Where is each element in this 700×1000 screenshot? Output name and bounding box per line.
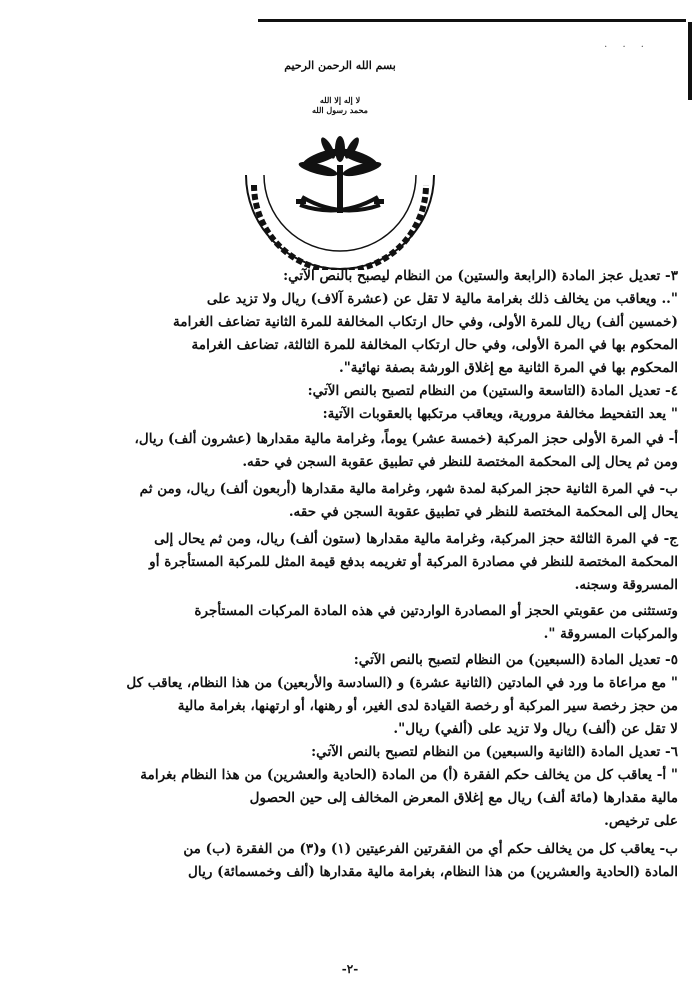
text-line: المحكمة المختصة للنظر في مصادرة المركبة أو تغريمه بدفع قيمة المثل للمركبة المستأجرة أو bbox=[149, 554, 678, 570]
page-number: -٢- bbox=[341, 962, 359, 976]
text-line: ".. ويعاقب من يخالف ذلك بغرامة مالية لا تقل عن (عشرة آلاف) ريال ولا تزيد على bbox=[206, 291, 678, 307]
text-line: والمركبات المسروقة ". bbox=[543, 626, 678, 642]
text-line: " أ- يعاقب كل من يخالف حكم الفقرة (أ) من المادة (الحادية والعشرين) من هذا النظام بغرامة bbox=[140, 767, 678, 783]
text-line: المحكوم بها في المرة الأولى، وفي حال ارتكاب المخالفة للمرة الثالثة، تضاعف الغرامة bbox=[191, 337, 678, 353]
text-line: " مع مراعاة ما ورد في المادتين (الثانية عشرة) و (السادسة والأربعين) من هذا النظام، يعاقب كل bbox=[126, 675, 678, 691]
letterhead bbox=[240, 55, 440, 270]
text-line: " يعد التفحيط مخالفة مرورية، ويعاقب مرتكبها بالعقوبات الآتية: bbox=[322, 406, 678, 422]
text-line: ٣- تعديل عجز المادة (الرابعة والستين) من النظام ليصبح بالنص الآتي: bbox=[283, 268, 678, 284]
text-line: ٤- تعديل المادة (التاسعة والستين) من النظام لتصبح بالنص الآتي: bbox=[307, 383, 678, 399]
text-line: وتستثنى من عقوبتي الحجز أو المصادرة الواردتين في هذه المادة المركبات المستأجرة bbox=[194, 603, 678, 619]
scan-specks: · · · bbox=[604, 42, 650, 53]
text-line: ب- في المرة الثانية حجز المركبة لمدة شهر، وغرامة مالية مقدارها (أربعون ألف) ريال، ومن ثم bbox=[139, 481, 678, 497]
text-line: ومن ثم يحال إلى المحكمة المختصة للنظر في تطبيق عقوبة السجن في حقه. bbox=[242, 454, 678, 470]
text-line: المادة (الحادية والعشرين) من هذا النظام، بغرامة مالية مقدارها (ألف وخمسمائة) ريال bbox=[188, 864, 678, 880]
basmala: بسم الله الرحمن الرحيم bbox=[284, 59, 396, 72]
text-line: مالية مقدارها (مائة ألف) ريال مع إغلاق المعرض المخالف إلى حين الحصول bbox=[249, 790, 678, 806]
text-line: ب- يعاقب كل من يخالف حكم أي من الفقرتين الفرعيتين (١) و(٣) من الفقرة (ب) من bbox=[183, 841, 678, 857]
saudi-emblem-icon bbox=[240, 135, 440, 270]
text-line: يحال إلى المحكمة المختصة للنظر في تطبيق عقوبة السجن في حقه. bbox=[288, 504, 678, 520]
top-rule bbox=[258, 19, 686, 22]
top-rule-edge bbox=[688, 22, 692, 100]
text-line: على ترخيص. bbox=[604, 813, 678, 829]
text-line: أ- في المرة الأولى حجز المركبة (خمسة عشر) يوماً، وغرامة مالية مقدارها (عشرون ألف) ريال، bbox=[134, 431, 678, 447]
text-line: ٦- تعديل المادة (الثانية والسبعين) من النظام لتصبح بالنص الآتي: bbox=[311, 744, 678, 760]
text-line: (خمسين ألف) ريال للمرة الأولى، وفي حال ارتكاب المخالفة للمرة الثانية تضاعف الغرامة bbox=[173, 314, 678, 330]
shahada-calligraphy: لا إله إلا الله محمد رسول الله bbox=[312, 95, 368, 115]
text-line: ج- في المرة الثالثة حجز المركبة، وغرامة مالية مقدارها (ستون ألف) ريال، ومن ثم يحال إلى bbox=[154, 531, 678, 547]
text-line: من حجز رخصة سير المركبة أو رخصة القيادة لدى الغير، أو رهنها، أو ارتهنها، بغرامة مالية bbox=[177, 698, 678, 714]
text-line: ٥- تعديل المادة (السبعين) من النظام لتصبح بالنص الآتي: bbox=[353, 652, 678, 668]
text-line: المسروقة وسجنه. bbox=[574, 577, 678, 593]
text-line: لا تقل عن (ألف) ريال ولا تزيد على (ألفي) ريال". bbox=[393, 721, 678, 737]
text-line: المحكوم بها في المرة الثانية مع إغلاق الورشة بصفة نهائية". bbox=[338, 360, 678, 376]
